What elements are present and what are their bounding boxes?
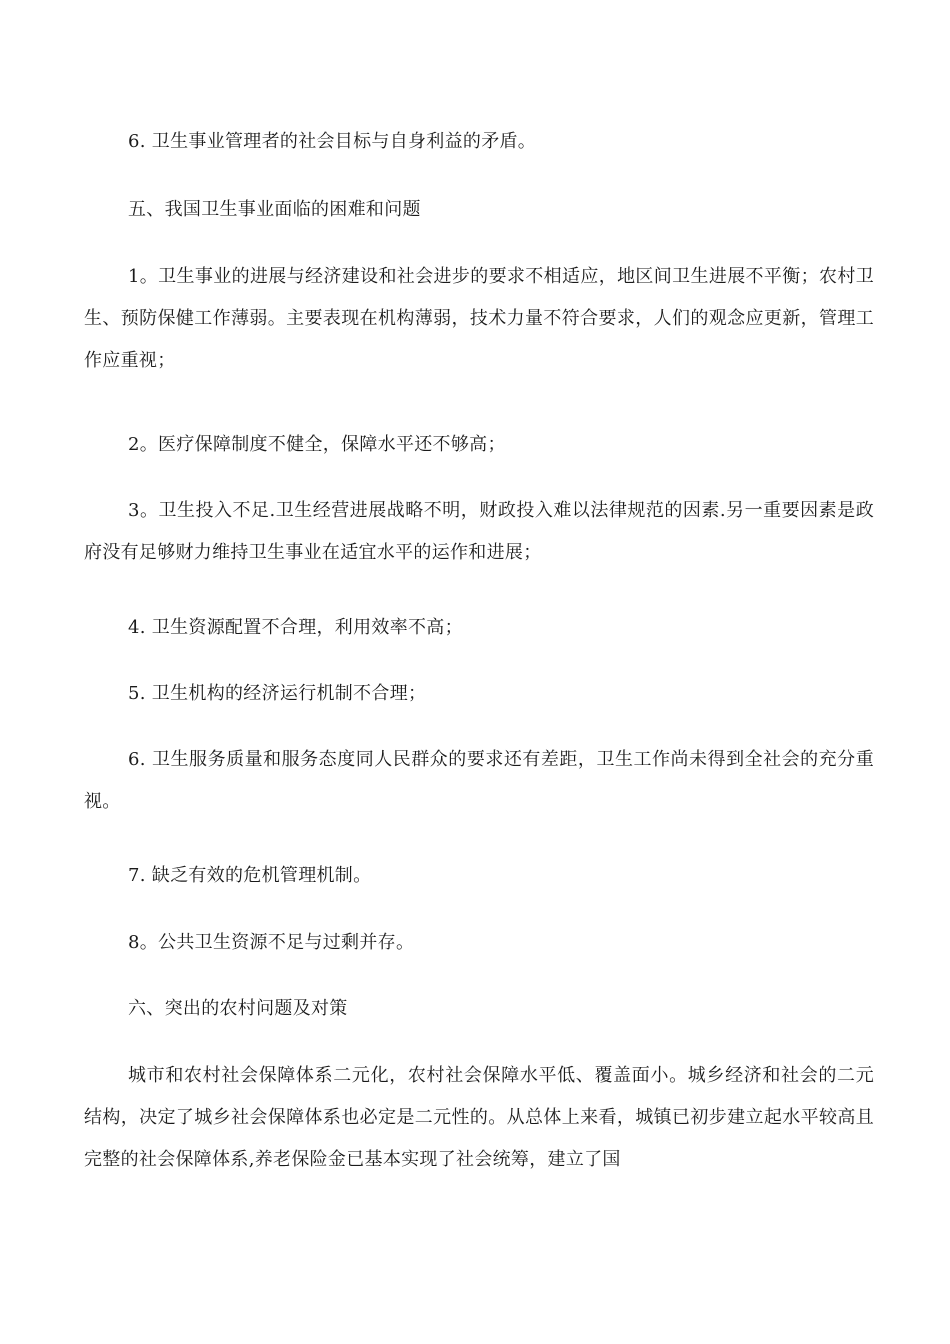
paragraph-body: 城市和农村社会保障体系二元化，农村社会保障水平低、覆盖面小。城乡经济和社会的二元结构，决定了城乡社会保障体系也必定是二元性的。从总体上来看，城镇已初步建立起水平较高且完整的社会保障体系,养老保险金已基本实现了社会统筹，建立了国 bbox=[84, 1065, 874, 1170]
section-heading-5: 五、我国卫生事业面临的困难和问题 bbox=[128, 199, 421, 220]
paragraph-item-7: 7. 缺乏有效的危机管理机制。 bbox=[128, 865, 372, 886]
paragraph-item-3: 3。卫生投入不足.卫生经营进展战略不明，财政投入难以法律规范的因素.另一重要因素是政府没有足够财力维持卫生事业在适宜水平的运作和进展； bbox=[84, 500, 874, 563]
paragraph-item-1: 1。卫生事业的进展与经济建设和社会进步的要求不相适应，地区间卫生进展不平衡；农村卫生、预防保健工作薄弱。主要表现在机构薄弱，技术力量不符合要求，人们的观念应更新，管理工作应重视； bbox=[84, 266, 874, 371]
paragraph-item-5: 5. 卫生机构的经济运行机制不合理； bbox=[128, 683, 427, 704]
paragraph-item-8: 8。公共卫生资源不足与过剩并存。 bbox=[128, 932, 415, 953]
paragraph-item-6: 6. 卫生服务质量和服务态度同人民群众的要求还有差距，卫生工作尚未得到全社会的充分重视。 bbox=[84, 749, 874, 812]
paragraph-item-4: 4. 卫生资源配置不合理，利用效率不高； bbox=[128, 617, 463, 638]
section-heading-6: 六、突出的农村问题及对策 bbox=[128, 998, 348, 1019]
paragraph-item-2: 2。医疗保障制度不健全，保障水平还不够高； bbox=[128, 434, 506, 455]
paragraph-item-6-conflict: 6. 卫生事业管理者的社会目标与自身利益的矛盾。 bbox=[128, 131, 537, 152]
